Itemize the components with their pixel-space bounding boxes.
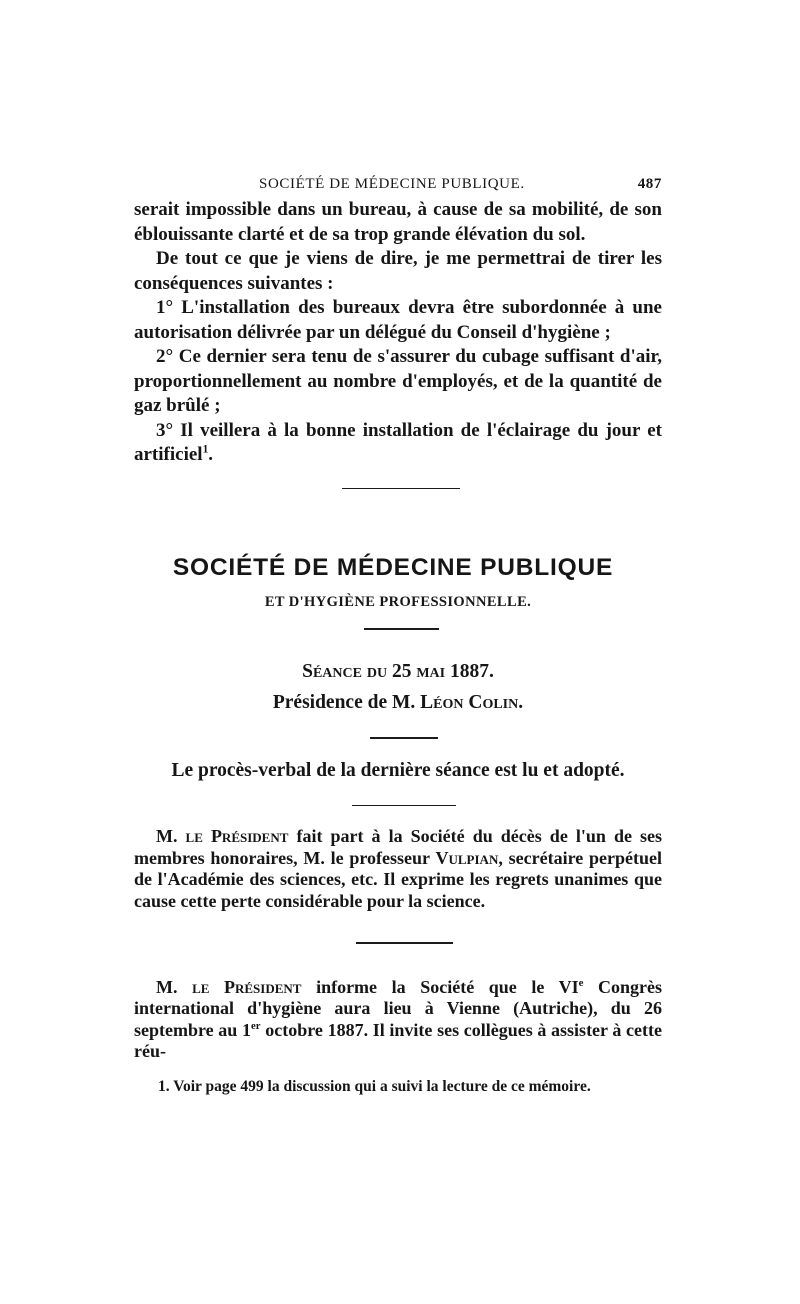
seance-day: 25 bbox=[391, 660, 412, 682]
superscript: e bbox=[578, 976, 584, 989]
running-head bbox=[134, 176, 662, 198]
society-title: SOCIÉTÉ DE MÉDECINE PUBLIQUE bbox=[172, 554, 614, 581]
paragraph-continuation: serait impossible dans un bureau, à cause de sa mobilité, de son éblouissante clarté et de sa trop grande élévation du sol. bbox=[134, 199, 662, 245]
divider bbox=[364, 628, 439, 630]
paragraph-consequences: De tout ce que je viens de dire, je me permettrai de tirer les conséquences suivantes : bbox=[134, 248, 662, 294]
divider bbox=[352, 805, 456, 807]
president-announcement-1 bbox=[134, 826, 662, 912]
page-number: 487 bbox=[637, 176, 662, 192]
section-divider bbox=[342, 488, 460, 490]
footnote-mark: 1 bbox=[202, 443, 209, 456]
presidence-heading bbox=[134, 691, 662, 715]
divider bbox=[370, 737, 438, 739]
seance-heading bbox=[134, 660, 662, 684]
person-name: Vulpian, bbox=[435, 847, 503, 868]
footnote: 1. Voir page 499 la discussion qui a suivi la lecture de ce mémoire. bbox=[158, 1077, 591, 1095]
text: fait part à la Société du décès de l'un de ses membres honoraires, M. le professeur bbox=[134, 826, 662, 868]
seance-prefix: Séance du bbox=[302, 660, 388, 682]
text: informe la Société que le VI bbox=[316, 976, 579, 997]
superscript: er bbox=[251, 1019, 261, 1032]
list-item-3 bbox=[134, 419, 662, 468]
list-item-2: 2° Ce dernier sera tenu de s'assurer du cubage suffisant d'air, proportionnellement au nombre d'employés, et de la quantité de gaz brûlé ; bbox=[134, 346, 662, 416]
seance-year: 1887. bbox=[449, 660, 494, 682]
proces-verbal: Le procès-verbal de la dernière séance est lu et adopté. bbox=[171, 759, 625, 781]
text: secrétaire perpétuel de l'Académie des sciences, etc. Il exprime les regrets unanimes que cause cette perte considérable pour la science. bbox=[134, 847, 662, 911]
president-name: Léon Colin. bbox=[420, 691, 524, 713]
president-announcement-2 bbox=[134, 977, 662, 1063]
list-item-1: 1° L'installation des bureaux devra être subordonnée à une autorisation délivrée par un délégué du Conseil d'hygiène ; bbox=[134, 297, 662, 343]
page bbox=[134, 176, 662, 1097]
divider bbox=[356, 942, 453, 944]
text: octobre 1887. Il invite ses collègues à assister à cette réu- bbox=[134, 1019, 662, 1061]
list-item-3-end: . bbox=[208, 444, 214, 465]
speaker: M. le Président bbox=[156, 976, 302, 997]
text: Congrès international d'hygiène aura lieu à Vienne (Autriche), du 26 septembre au 1 bbox=[134, 976, 663, 1040]
list-item-3-text: 3° Il veillera à la bonne installation de l'éclairage du jour et artificiel bbox=[134, 419, 662, 465]
society-subtitle: ET D'HYGIÈNE PROFESSIONNELLE. bbox=[264, 594, 532, 610]
running-title: SOCIÉTÉ DE MÉDECINE PUBLIQUE. bbox=[259, 176, 525, 192]
speaker: M. le Président bbox=[156, 826, 289, 846]
seance-month: mai bbox=[416, 660, 446, 682]
presidence-prefix: Présidence de M. bbox=[272, 691, 416, 713]
